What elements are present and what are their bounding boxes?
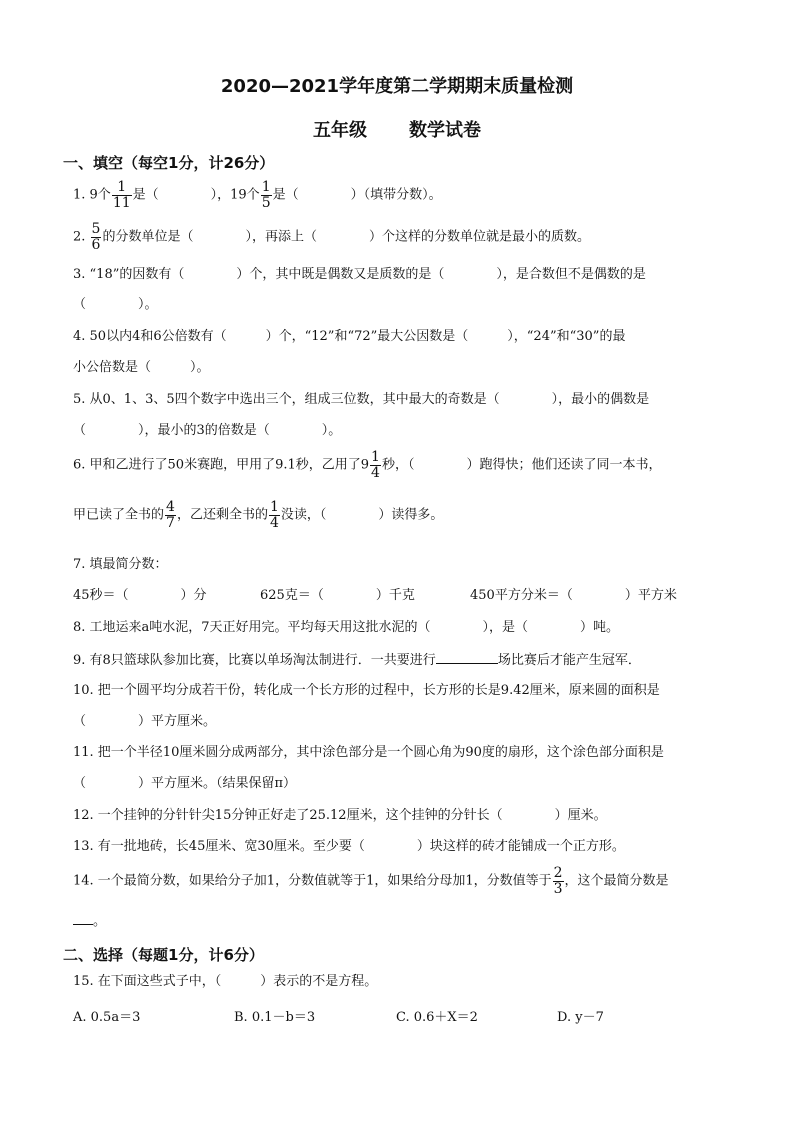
section1-heading: 一、填空（每空1分，计26分） [63,154,275,172]
q9-text-a: 9. 有8只篮球队参加比赛，比赛以单场淘汰制进行．一共要进行 [73,653,436,668]
fraction: $\frac{4}{7}$ [166,499,175,531]
q14-text-c: 。 [93,914,107,929]
exam-title: 2020—2021学年度第二学期期末质量检测 [220,76,574,97]
answer-blank [436,653,498,664]
question-10-line2: （ ）平方厘米。 [73,714,217,729]
question-13: 13. 有一批地砖，长45厘米、宽30厘米。至少要（ ）块这样的砖才能铺成一个正方形。 [73,839,625,854]
fraction: $\frac{1}{5}$ [261,179,271,211]
question-7-c: 450平方分米＝（ ）平方米 [470,588,677,603]
q1-text-c: 是（ ）（填带分数）。 [272,187,442,203]
question-7-line1: 7. 填最简分数： [73,557,168,572]
fraction: $\frac{2}{3}$ [553,865,563,897]
q6-text-b: 秒，（ ）跑得快；他们还读了同一本书， [381,457,662,473]
question-4-line1: 4. 50以内4和6公倍数有（ ）个，“12”和“72”最大公因数是（ ），“24”和“30”的最 [73,329,626,344]
q14-text-a: 14. 一个最简分数，如果给分子加1，分数值就等于1，如果给分母加1，分数值等于 [73,873,552,889]
q6-text-a: 6. 甲和乙进行了50米赛跑，甲用了9.1秒，乙用了9 [73,457,370,473]
question-7-b: 625克＝（ ）千克 [260,588,415,603]
q6-text-d: ，乙还剩全书的 [176,507,268,523]
option-b: B. 0.1－b＝3 [234,1010,316,1025]
exam-subtitle [0,116,794,142]
question-6-line1 [73,450,661,480]
question-5-line2: （ ），最小的3的倍数是（ ）。 [73,423,342,438]
question-5-line1: 5. 从0、1、3、5四个数字中选出三个，组成三位数，其中最大的奇数是（ ），最小的偶数是 [73,392,650,407]
question-4-line2: 小公倍数是（ ）。 [73,360,210,375]
question-9 [73,653,641,667]
q14-text-b: ，这个最简分数是 [564,873,669,889]
fraction: $\frac{1}{11}$ [112,179,131,211]
question-14-line2 [73,914,106,928]
option-c: C. 0.6＋X＝2 [396,1010,478,1025]
fraction: $\frac{5}{6}$ [91,221,101,253]
question-3-line2: （ ）。 [73,297,158,312]
option-d: D. y－7 [557,1010,604,1025]
question-11-line2: （ ）平方厘米。（结果保留π） [73,776,297,791]
question-7-a: 45秒＝（ ）分 [73,588,207,603]
q1-text-b: 是（ ），19个 [132,187,260,203]
q2-text: 的分数单位是（ ），再添上（ ）个这样的分数单位就是最小的质数。 [102,229,590,245]
q1-text-a: 1. 9个 [73,187,111,203]
question-8: 8. 工地运来a吨水泥，7天正好用完。平均每天用这批水泥的（ ），是（ ）吨。 [73,620,620,635]
question-2 [73,222,590,252]
q6-text-e: 没读，（ ）读得多。 [280,507,444,523]
answer-blank [73,914,93,925]
question-14 [73,866,669,896]
question-15: 15. 在下面这些式子中，（ ）表示的不是方程。 [73,974,378,989]
section2-heading: 二、选择（每题1分，计6分） [63,946,264,964]
fraction: $\frac{1}{4}$ [269,499,279,531]
option-a: A. 0.5a＝3 [73,1010,141,1025]
question-12: 12. 一个挂钟的分针针尖15分钟正好走了25.12厘米，这个挂钟的分针长（ ）厘米。 [73,808,607,823]
question-1 [73,180,442,210]
q2-number: 2. [73,229,86,245]
question-6-line2 [73,500,443,530]
question-10-line1: 10. 把一个圆平均分成若干份，转化成一个长方形的过程中，长方形的长是9.42厘米，原来圆的面积是 [73,683,660,698]
q9-text-b: 场比赛后才能产生冠军． [497,653,641,668]
question-3-line1: 3. “18”的因数有（ ）个，其中既是偶数又是质数的是（ ），是合数但不是偶数的是 [73,267,646,282]
fraction: $\frac{1}{4}$ [371,449,380,481]
subject-label: 数学试卷 [409,120,481,141]
grade-label: 五年级 [313,120,367,141]
q6-text-c: 甲已读了全书的 [73,507,165,523]
question-11-line1: 11. 把一个半径10厘米圆分成两部分，其中涂色部分是一个圆心角为90度的扇形，这个涂色部分面积是 [73,745,664,760]
